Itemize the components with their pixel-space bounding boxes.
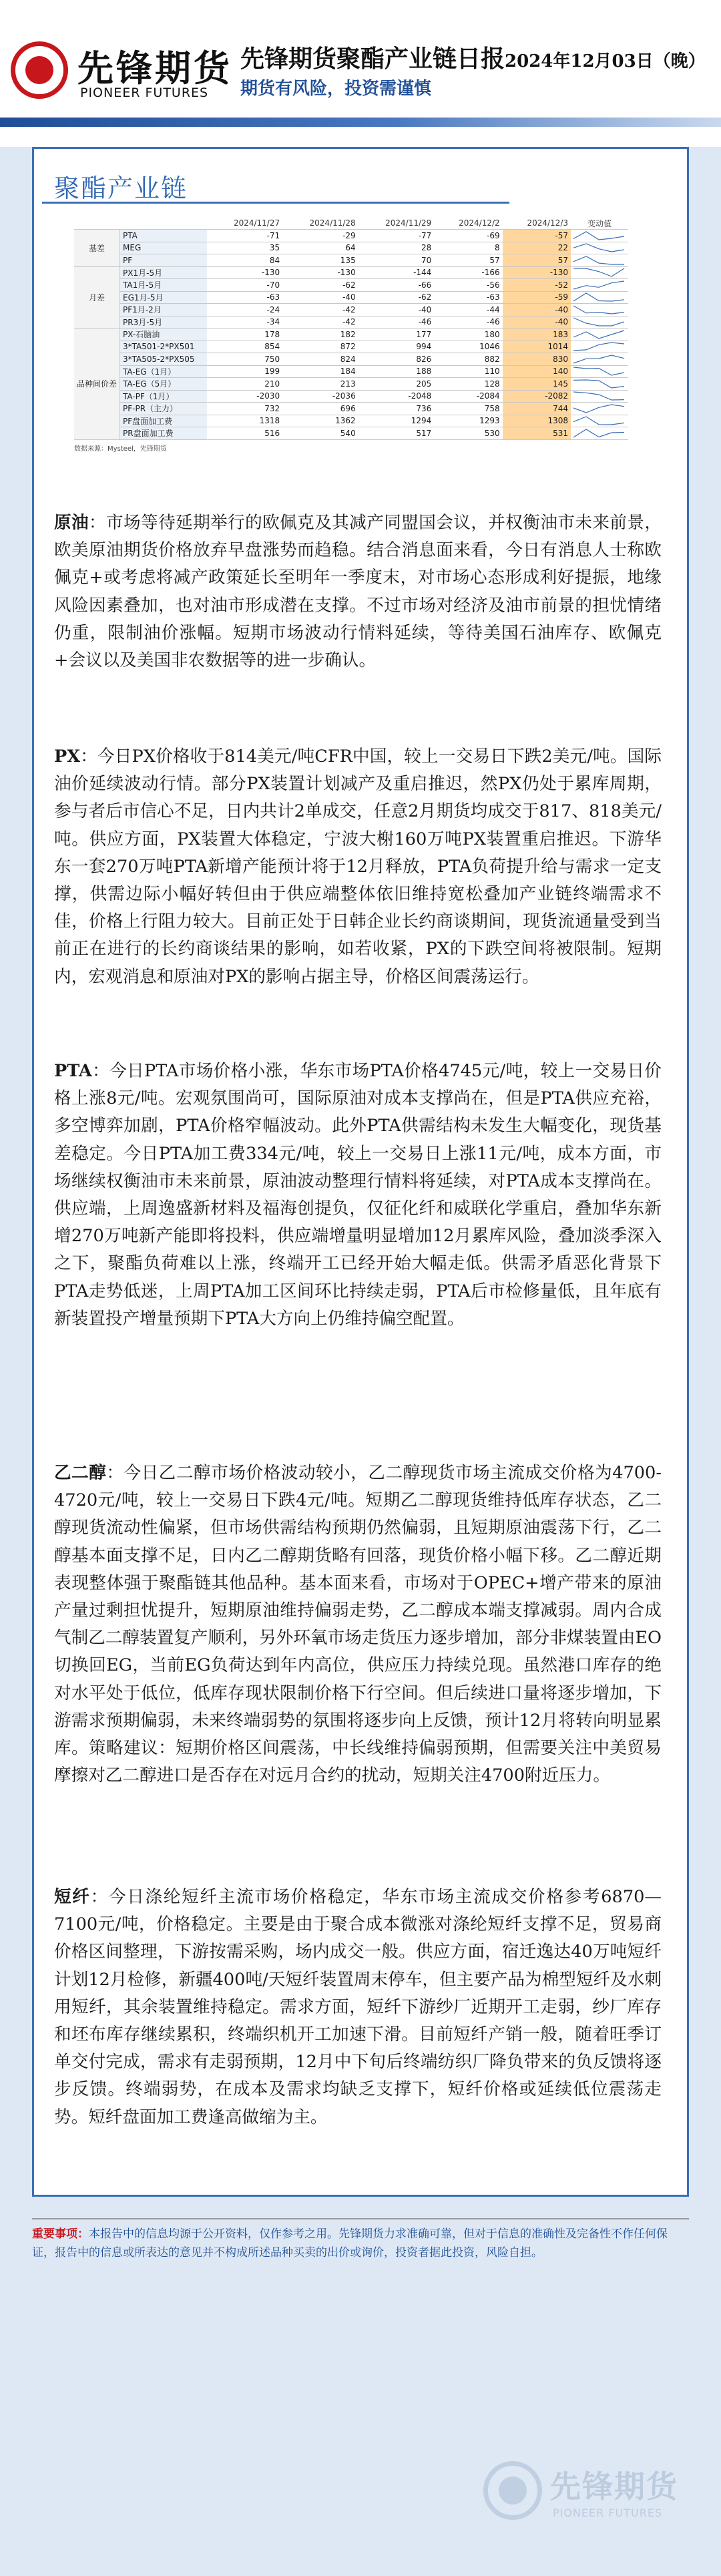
paragraph-text: ：今日涤纶短纤主流市场价格稳定，华东市场主流成交价格参考6870—7100元/吨，价格稳定。主要是由于聚合成本微涨对涤纶短纤支撑不足，贸易商价格区间整理，下游按需采购，场内成交一般。供应方面，宿迁逸达40万吨短纤计划12月检修，新疆400吨/天短纤装置周末停车，但主要产品为棉型短纤及水刺用短纤，其余装置维持稳定。需求方面，短纤下游纱厂近期开工走弱，纱厂库存和坯布库存继续累积，终端织机开工加速下滑。目前短纤产销一般，随着旺季订单交付完成，需求有走弱预期，12月中下旬后终端纺织厂降负带来的负反馈将逐步反馈。终端弱势，在成本及需求均缺乏支撑下，短纤价格或延续低位震荡走势。短纤盘面加工费逢高做缩为主。 xyxy=(54,1887,662,2127)
table-cell: -40 xyxy=(503,316,571,329)
brand-name-cn: 先锋期货 xyxy=(77,47,232,89)
footer-brand-en: PIONEER FUTURES xyxy=(553,2507,663,2519)
table-cell: -70 xyxy=(207,279,283,292)
footer-logo-icon xyxy=(483,2461,542,2520)
table-cell: -56 xyxy=(434,279,502,292)
column-header: 变动值 xyxy=(571,217,628,230)
table-cell: -130 xyxy=(282,266,358,279)
table-row xyxy=(74,230,628,242)
sparkline-path xyxy=(573,367,624,375)
table-cell: -144 xyxy=(358,266,435,279)
table-corner-cell xyxy=(120,217,207,230)
table-cell: 1308 xyxy=(503,415,571,427)
trend-sparkline-cell xyxy=(571,427,628,440)
sparkline-path xyxy=(573,380,624,388)
report-date: 2024年12月03日（晚） xyxy=(505,51,706,71)
row-item-label: PX-石脑油 xyxy=(120,329,207,341)
trend-sparkline xyxy=(572,391,626,401)
table-row xyxy=(74,304,628,316)
column-header: 2024/11/27 xyxy=(207,217,283,230)
sparkline-path xyxy=(573,392,624,400)
table-cell: 22 xyxy=(503,242,571,254)
table-cell: 177 xyxy=(358,329,435,341)
trend-sparkline xyxy=(572,403,626,414)
table-cell: 1318 xyxy=(207,415,283,427)
table-row xyxy=(74,403,628,415)
trend-sparkline-cell xyxy=(571,415,628,427)
row-item-label: PTA xyxy=(120,230,207,242)
report-title xyxy=(240,40,706,74)
disclaimer-text: 本报告中的信息均源于公开资料，仅作参考之用。先锋期货力求准确可靠，但对于信息的准确性及完备性不作任何保证，报告中的信息或所表达的意见并不构成所述品种买卖的出价或询价，投资者据此投资，风险自担。 xyxy=(32,2227,668,2260)
row-item-label: TA-PF（1月） xyxy=(120,390,207,403)
table-cell: -34 xyxy=(207,316,283,329)
table-cell: -59 xyxy=(503,291,571,304)
table-cell: 732 xyxy=(207,403,283,415)
table-cell: -40 xyxy=(282,291,358,304)
table-cell: 70 xyxy=(358,254,435,267)
trend-sparkline xyxy=(572,366,626,377)
table-cell: 28 xyxy=(358,242,435,254)
column-header: 2024/11/28 xyxy=(282,217,358,230)
row-group-label: 月差 xyxy=(74,266,120,329)
table-cell: -42 xyxy=(282,316,358,329)
row-item-label: TA-EG（1月） xyxy=(120,365,207,378)
trend-sparkline xyxy=(572,267,626,278)
table-cell: 180 xyxy=(434,329,502,341)
table-cell: 182 xyxy=(282,329,358,341)
table-source-note: 数据来源：Mysteel，先锋期货 xyxy=(74,445,167,453)
paragraph-text: ：市场等待延期举行的欧佩克及其减产同盟国会议，并权衡油市未来前景，欧美原油期货价格放弃早盘涨势而趋稳。结合消息面来看，今日有消息人士称欧佩克+或考虑将减产政策延长至明年一季度末，对市场心态形成利好提振，地缘风险因素叠加，也对油市形成潜在支撑。不过市场对经济及油市前景的担忧情绪仍重，限制油价涨幅。短期市场波动行情料延续，等待美国石油库存、欧佩克+会议以及美国非农数据等的进一步确认。 xyxy=(54,513,662,671)
table-cell: 110 xyxy=(434,365,502,378)
brand-name-en: PIONEER FUTURES xyxy=(80,85,209,100)
table-cell: -166 xyxy=(434,266,502,279)
price-spread-table xyxy=(74,217,628,440)
sparkline-path xyxy=(573,318,624,326)
sparkline-path xyxy=(573,256,624,264)
trend-sparkline-cell xyxy=(571,230,628,242)
trend-sparkline xyxy=(572,428,626,439)
table-row xyxy=(74,316,628,329)
column-header: 2024/11/29 xyxy=(358,217,435,230)
table-cell: 128 xyxy=(434,378,502,391)
paragraph-meg xyxy=(54,1460,662,1789)
paragraph-label: PX xyxy=(54,746,81,767)
table-row xyxy=(74,427,628,440)
header-divider-bar xyxy=(0,118,721,127)
table-header-row xyxy=(74,217,628,230)
table-cell: -2036 xyxy=(282,390,358,403)
table-cell: 882 xyxy=(434,353,502,366)
table-cell: -66 xyxy=(358,279,435,292)
paragraph-staple-fiber xyxy=(54,1884,662,2131)
paragraph-label: 乙二醇 xyxy=(54,1463,107,1483)
table-cell: 140 xyxy=(503,365,571,378)
table-cell: 994 xyxy=(358,341,435,353)
row-item-label: PR3月-5月 xyxy=(120,316,207,329)
paragraph-label: 原油 xyxy=(54,513,89,533)
paragraph-crude-oil xyxy=(54,509,662,674)
table-row xyxy=(74,365,628,378)
row-item-label: PX1月-5月 xyxy=(120,266,207,279)
trend-sparkline xyxy=(572,255,626,266)
paragraph-label: 短纤 xyxy=(54,1887,91,1907)
table-cell: 736 xyxy=(358,403,435,415)
table-cell: -71 xyxy=(207,230,283,242)
column-header: 2024/12/3 xyxy=(503,217,571,230)
table-cell: -63 xyxy=(434,291,502,304)
report-header xyxy=(0,0,721,147)
table-row xyxy=(74,378,628,391)
row-item-label: EG1月-5月 xyxy=(120,291,207,304)
trend-sparkline xyxy=(572,242,626,253)
table-cell: -40 xyxy=(503,304,571,316)
price-spread-table-image xyxy=(74,217,628,491)
sparkline-path xyxy=(573,355,624,363)
table-cell: 1362 xyxy=(282,415,358,427)
table-corner-cell xyxy=(74,217,120,230)
row-item-label: PR盘面加工费 xyxy=(120,427,207,440)
table-cell: 199 xyxy=(207,365,283,378)
table-cell: 824 xyxy=(282,353,358,366)
trend-sparkline xyxy=(572,379,626,389)
table-row xyxy=(74,254,628,267)
footer-watermark-logo xyxy=(483,2442,684,2563)
table-cell: 517 xyxy=(358,427,435,440)
trend-sparkline xyxy=(572,292,626,302)
table-row xyxy=(74,415,628,427)
table-cell: 35 xyxy=(207,242,283,254)
table-cell: 744 xyxy=(503,403,571,415)
table-cell: 1014 xyxy=(503,341,571,353)
sparkline-path xyxy=(573,405,624,413)
trend-sparkline xyxy=(572,304,626,315)
trend-sparkline xyxy=(572,329,626,340)
table-cell: -42 xyxy=(282,304,358,316)
row-item-label: PF盘面加工费 xyxy=(120,415,207,427)
table-cell: 516 xyxy=(207,427,283,440)
table-cell: -2030 xyxy=(207,390,283,403)
table-row xyxy=(74,353,628,366)
trend-sparkline xyxy=(572,415,626,426)
row-item-label: MEG xyxy=(120,242,207,254)
table-cell: 145 xyxy=(503,378,571,391)
trend-sparkline-cell xyxy=(571,266,628,279)
table-cell: 178 xyxy=(207,329,283,341)
paragraph-px xyxy=(54,743,662,991)
row-item-label: 3*TA505-2*PX505 xyxy=(120,353,207,366)
table-cell: 8 xyxy=(434,242,502,254)
table-cell: -46 xyxy=(358,316,435,329)
table-cell: 84 xyxy=(207,254,283,267)
trend-sparkline xyxy=(572,341,626,352)
table-cell: 1293 xyxy=(434,415,502,427)
trend-sparkline-cell xyxy=(571,403,628,415)
table-cell: -40 xyxy=(358,304,435,316)
table-cell: 184 xyxy=(282,365,358,378)
paragraph-text: ：今日PX价格收于814美元/吨CFR中国，较上一交易日下跌2美元/吨。国际油价延续波动行情。部分PX装置计划减产及重启推迟，然PX仍处于累库周期，参与者后市信心不足，日内共计2单成交，任意2月期货均成交于817、818美元/吨。供应方面，PX装置大体稳定，宁波大榭160万吨PX装置重启推迟。下游华东一套270万吨PTA新增产能预计将于12月释放，PTA负荷提升给与需求一定支撑，供需边际小幅好转但由于供应端整体依旧维持宽松叠加产业链终端需求不佳，价格上行阻力较大。目前正处于日韩企业长约商谈期间，现货流通量受到当前正在进行的长约商谈结果的影响，如若收紧，PX的下跌空间将被限制。短期内，宏观消息和原油对PX的影响占据主导，价格区间震荡运行。 xyxy=(54,746,662,987)
table-cell: -46 xyxy=(434,316,502,329)
trend-sparkline-cell xyxy=(571,254,628,267)
brand-logo-icon xyxy=(11,41,68,99)
trend-sparkline-cell xyxy=(571,304,628,316)
table-cell: 135 xyxy=(282,254,358,267)
table-cell: 530 xyxy=(434,427,502,440)
paragraph-text: ：今日乙二醇市场价格波动较小，乙二醇现货市场主流成交价格为4700-4720元/吨，较上一交易日下跌4元/吨。短期乙二醇现货维持低库存状态，乙二醇现货流动性偏紧，但市场供需结构预期仍然偏弱，且短期原油震荡下行，乙二醇基本面支撑不足，日内乙二醇期货略有回落，现货价格小幅下移。乙二醇近期表现整体强于聚酯链其他品种。基本面来看，市场对于OPEC+增产带来的原油产量过剩担忧提升，短期原油维持偏弱走势，乙二醇成本端支撑减弱。周内合成气制乙二醇装置复产顺利，另外环氧市场走货压力逐步增加，部分非煤装置由EO切换回EG，当前EG负荷达到年内高位，供应压力持续兑现。虽然港口库存的绝对水平处于低位，低库存现状限制价格下行空间。但后续进口量将逐步增加，下游需求预期偏弱，未来终端弱势的氛围将逐步向上反馈，预计12月将转向明显累库。策略建议：短期价格区间震荡，中长线维持偏弱预期，但需要关注中美贸易摩擦对乙二醇进口是否存在对远月合约的扰动，短期关注4700附近压力。 xyxy=(54,1463,662,1786)
table-cell: 188 xyxy=(358,365,435,378)
trend-sparkline-cell xyxy=(571,341,628,353)
table-cell: 1294 xyxy=(358,415,435,427)
sparkline-path xyxy=(573,244,624,252)
table-cell: 830 xyxy=(503,353,571,366)
table-row xyxy=(74,242,628,254)
table-cell: 210 xyxy=(207,378,283,391)
table-cell: 854 xyxy=(207,341,283,353)
table-cell: -77 xyxy=(358,230,435,242)
table-cell: 205 xyxy=(358,378,435,391)
table-cell: 64 xyxy=(282,242,358,254)
footer-brand-cn: 先锋期货 xyxy=(550,2468,678,2505)
content-card xyxy=(32,147,689,2197)
table-cell: -2082 xyxy=(503,390,571,403)
table-cell: -63 xyxy=(207,291,283,304)
trend-sparkline-cell xyxy=(571,291,628,304)
sparkline-path xyxy=(573,293,624,301)
table-cell: 750 xyxy=(207,353,283,366)
trend-sparkline-cell xyxy=(571,353,628,366)
table-cell: -24 xyxy=(207,304,283,316)
sparkline-path xyxy=(573,417,624,425)
table-cell: -2048 xyxy=(358,390,435,403)
sparkline-path xyxy=(573,306,624,314)
table-cell: 531 xyxy=(503,427,571,440)
trend-sparkline-cell xyxy=(571,242,628,254)
table-cell: 183 xyxy=(503,329,571,341)
trend-sparkline-cell xyxy=(571,279,628,292)
section-header xyxy=(42,157,509,204)
table-cell: -130 xyxy=(207,266,283,279)
sparkline-path xyxy=(573,281,624,289)
row-item-label: PF1月-2月 xyxy=(120,304,207,316)
table-cell: -2084 xyxy=(434,390,502,403)
table-cell: 696 xyxy=(282,403,358,415)
section-title: 聚酯产业链 xyxy=(54,174,188,203)
row-item-label: 3*TA501-2*PX501 xyxy=(120,341,207,353)
sparkline-path xyxy=(573,268,624,276)
table-row xyxy=(74,279,628,292)
table-cell: -69 xyxy=(434,230,502,242)
table-cell: 57 xyxy=(434,254,502,267)
sparkline-path xyxy=(573,331,624,339)
risk-slogan: 期货有风险，投资需谨慎 xyxy=(240,79,432,99)
trend-sparkline-cell xyxy=(571,378,628,391)
paragraph-pta xyxy=(54,1058,662,1333)
trend-sparkline-cell xyxy=(571,365,628,378)
paragraph-label: PTA xyxy=(54,1061,92,1081)
table-row xyxy=(74,266,628,279)
table-cell: -130 xyxy=(503,266,571,279)
table-cell: -62 xyxy=(282,279,358,292)
trend-sparkline-cell xyxy=(571,390,628,403)
trend-sparkline xyxy=(572,280,626,290)
footer-divider xyxy=(32,2218,689,2219)
table-body xyxy=(74,230,628,440)
trend-sparkline-cell xyxy=(571,316,628,329)
row-item-label: PF-PR（主力） xyxy=(120,403,207,415)
row-item-label: TA1月-5月 xyxy=(120,279,207,292)
table-cell: -62 xyxy=(358,291,435,304)
table-cell: 540 xyxy=(282,427,358,440)
table-row xyxy=(74,329,628,341)
sparkline-path xyxy=(573,232,624,240)
column-header: 2024/12/2 xyxy=(434,217,502,230)
table-cell: 758 xyxy=(434,403,502,415)
table-cell: -52 xyxy=(503,279,571,292)
trend-sparkline xyxy=(572,230,626,241)
table-row xyxy=(74,291,628,304)
trend-sparkline xyxy=(572,316,626,327)
sparkline-path xyxy=(573,343,624,351)
trend-sparkline-cell xyxy=(571,329,628,341)
disclaimer-label: 重要事项： xyxy=(32,2227,89,2241)
table-cell: 1046 xyxy=(434,341,502,353)
sparkline-path xyxy=(573,429,624,437)
row-group-label: 基差 xyxy=(74,230,120,267)
paragraph-text: ：今日PTA市场价格小涨，华东市场PTA价格4745元/吨，较上一交易日价格上涨8元/吨。宏观氛围尚可，国际原油对成本支撑尚在，但是PTA供应充裕，多空博弈加剧，PTA价格窄幅波动。此外PTA供需结构未发生大幅变化，现货基差稳定。今日PTA加工费334元/吨，较上一交易日上涨11元/吨，成本方面，市场继续权衡油市未来前景，原油波动整理行情料将延续，对PTA成本支撑尚在。供应端，上周逸盛新材料及福海创提负，仅征化纤和威联化学重启，叠加华东新增270万吨新产能即将投料，供应端增量明显增加12月累库风险，叠加淡季深入之下，聚酯负荷难以上涨，终端开工已经开始大幅走低。供需矛盾恶化背景下PTA走势低迷，上周PTA加工区间环比持续走弱，PTA后市检修量低，且年底有新装置投产增量预期下PTA大方向上仍维持偏空配置。 xyxy=(54,1061,662,1329)
table-cell: -44 xyxy=(434,304,502,316)
table-cell: -57 xyxy=(503,230,571,242)
table-cell: -29 xyxy=(282,230,358,242)
table-row xyxy=(74,341,628,353)
table-row xyxy=(74,390,628,403)
table-cell: 826 xyxy=(358,353,435,366)
row-group-label: 品种间价差 xyxy=(74,329,120,440)
row-item-label: PF xyxy=(120,254,207,267)
table-cell: 57 xyxy=(503,254,571,267)
trend-sparkline xyxy=(572,354,626,365)
row-item-label: TA-EG（5月） xyxy=(120,378,207,391)
disclaimer xyxy=(32,2225,689,2262)
report-title-text: 先锋期货聚酯产业链日报 xyxy=(240,45,505,73)
table-cell: 872 xyxy=(282,341,358,353)
table-cell: 213 xyxy=(282,378,358,391)
